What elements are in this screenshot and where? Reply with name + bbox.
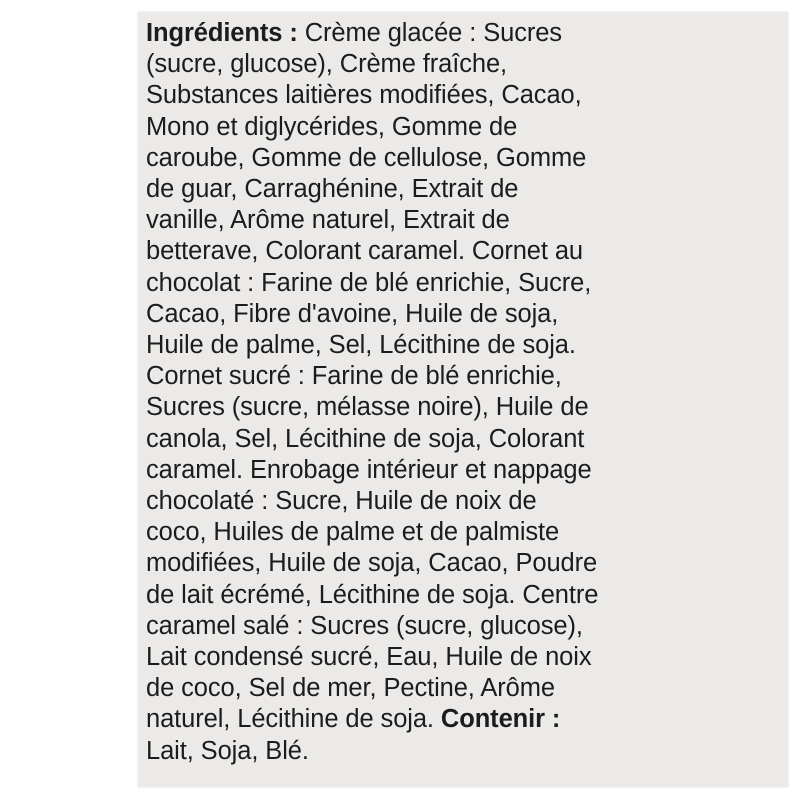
ingredients-line-16: chocolaté : Sucre, Huile de noix de bbox=[146, 487, 537, 516]
ingredients-line-text: naturel, Lécithine de soja. bbox=[146, 705, 441, 734]
ingredients-line-15: caramel. Enrobage intérieur et nappage bbox=[146, 455, 592, 484]
ingredients-line-text: Crème glacée : Sucres bbox=[297, 19, 562, 47]
ingredients-line-14: canola, Sel, Lécithine de soja, Colorant bbox=[146, 424, 585, 453]
ingredients-line-7: vanille, Arôme naturel, Extrait de bbox=[146, 206, 510, 235]
ingredients-line-23 bbox=[146, 704, 598, 735]
ingredients-line-4: Mono et diglycérides, Gomme de bbox=[146, 112, 518, 141]
ingredients-line-6: de guar, Carraghénine, Extrait de bbox=[146, 175, 519, 204]
ingredients-line-12: Cornet sucré : Farine de blé enrichie, bbox=[146, 362, 562, 391]
ingredients-line-1 bbox=[146, 18, 598, 49]
ingredients-heading: Ingrédients : bbox=[146, 19, 298, 47]
ingredients-text bbox=[146, 18, 598, 767]
ingredients-line-3: Substances laitières modifiées, Cacao, bbox=[146, 81, 582, 110]
contains-heading: Contenir : bbox=[440, 705, 561, 734]
ingredients-line-20: caramel salé : Sucres (sucre, glucose), bbox=[146, 611, 583, 640]
ingredients-line-22: de coco, Sel de mer, Pectine, Arôme bbox=[146, 674, 555, 703]
contains-values: Lait, Soja, Blé. bbox=[146, 736, 309, 765]
ingredients-line-17: coco, Huiles de palme et de palmiste bbox=[146, 518, 560, 547]
ingredients-line-21: Lait condensé sucré, Eau, Huile de noix bbox=[146, 643, 592, 672]
ingredients-line-2: (sucre, glucose), Crème fraîche, bbox=[146, 50, 508, 79]
ingredients-line-10: Cacao, Fibre d'avoine, Huile de soja, bbox=[146, 299, 559, 328]
ingredients-line-9: chocolat : Farine de blé enrichie, Sucre, bbox=[146, 268, 592, 297]
ingredients-line-5: caroube, Gomme de cellulose, Gomme bbox=[146, 143, 587, 172]
ingredients-line-13: Sucres (sucre, mélasse noire), Huile de bbox=[146, 393, 589, 422]
ingredients-line-8: betterave, Colorant caramel. Cornet au bbox=[146, 237, 584, 266]
ingredients-line-19: de lait écrémé, Lécithine de soja. Centre bbox=[146, 580, 599, 609]
ingredients-line-11: Huile de palme, Sel, Lécithine de soja. bbox=[146, 331, 576, 360]
ingredients-line-18: modifiées, Huile de soja, Cacao, Poudre bbox=[146, 549, 598, 578]
